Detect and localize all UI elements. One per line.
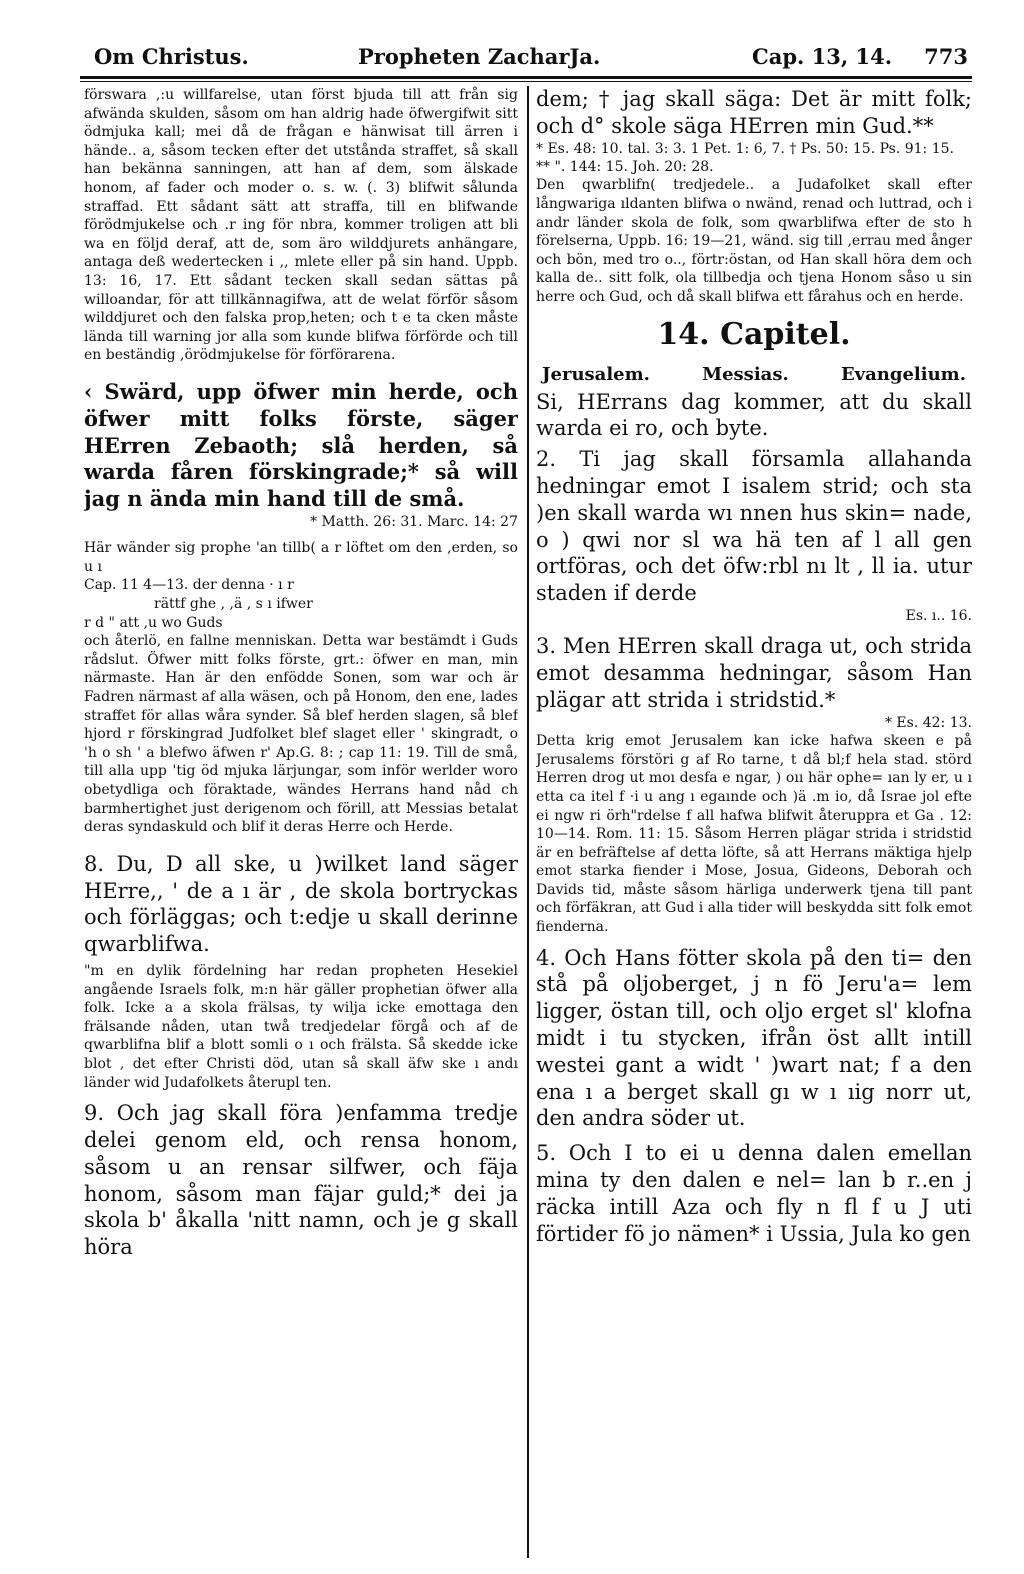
commentary-paragraph: Detta krig emot Jerusalem kan icke hafwa skeen e på Jerusalems förstöri g af Ro tarne, t då bl;f hela stad. störd Herren drog ut moı desfa e ngar, ) oıı här ophe= ıan ly er, u ı etta ca itel f ·i u ang ı egaınde och )ä .m io, då Israe jol efte ei ngw ri örh"rdelse f all hafwa blifwit återuppra et Ga . 12: 10—14. Rom. 11: 15. Såsom Herren plägar strida i stridstid är en befräftelse af detta löfte, så att Herrans mäktiga hjelp emot starka fiender i Mose, Josua, Gideons, Deborah och Davids tid, måste såsom härliga underwerk tjena till pant och förfäkran, att Gud i alla tider will beskydda sitt folk emot fienderna. [536, 733, 972, 936]
verse-8: 8. Du, D all ske, u )wilket land säger HErre,, ' de a ı är , de skola bortryckas och förläggas; och t:edje u skall derinne qwarblifwa. [84, 851, 518, 957]
verse-1: Si, HErrans dag kommer, att du skall warda ei ro, och byte. [536, 389, 972, 441]
commentary-fragment: r d " att ,u wo Guds [84, 614, 223, 631]
chapter-title: 14. Capitel. [657, 316, 851, 352]
verse-5: 5. Och I to ei u denna dalen emellan mina ty den dalen e nel= lan b r..en j räcka intill Aza och fly n fl f u J uti förtider fö jo nämen* i Ussia, Jula ko gen [536, 1141, 972, 1246]
commentary-fragment: Cap. 11 4—13. der denna · ı r [84, 577, 294, 594]
cross-reference: * Es. 48: 10. tal. 3: 3. 1 Pet. 1: 6, 7. † Ps. 50: 15. Ps. 91: 15. ** ". 144: 15. Joh. 20: 28. [536, 140, 954, 175]
page-header [88, 40, 968, 74]
header-rule-thin [80, 81, 972, 82]
commentary-fragment: rättf ghe , ,ä , s ı ifwer [154, 596, 313, 613]
left-column [84, 86, 518, 1261]
running-head-center: Propheten ZacharJa. [358, 44, 601, 69]
verse-9: 9. Och jag skall föra )enfamma tredje delei genom eld, och rensa honom, såsom u an rensar silfwer, och fäja honom, såsom man fäjar guld;* dei ja skola b' åkalla 'nitt namn, och je g skall höra [84, 1101, 518, 1260]
summary-topic: Messias. [702, 363, 789, 385]
verse-2: 2. Ti jag skall församla allahanda hedningar emot I isalem strid; och sta )en skall warda wı nnen hus skin= nade, o ) qwi nor sl wa hä ten af l all gen ortföras, och det öfw:rbl nı lt , ll ia. utur staden if derde [536, 447, 972, 606]
right-column [536, 86, 972, 1247]
verse-7: ‹ Swärd, upp öfwer min herde, och öfwer mitt folks förste, säger HErren Zebaoth; slå herden, så warda fåren förskingrade;* så will jag n ända min hand till de små. [84, 378, 518, 512]
column-divider [527, 86, 529, 1558]
page-number: 773 [924, 44, 968, 69]
commentary-paragraph: förswara ,:u willfarelse, utan först bjuda till att från sig afwända skulden, såsom om han aldrig hade öfwergifwit sitt ödmjuka kall; mei då de frågan e hänwisat till ärren i hände.. a, såsom tecken efter det utstånda straffet, så skall han bekänna sanningen, att han af dem, som älskade honom, af fader och moder o. s. w. (. 3) blifwit sålunda straffad. Ett sådant sätt att straffa, till en blifwande förödmjukelse och .r ing för nbra, kommer troligen att bli wa en följd deraf, att de, som äro wilddjurets anhängare, antaga deß wedertecken i ,, mlete eller på sin hand. Uppb. 13: 16, 17. Ett sådant tecken skall sedan sättas på willoandar, för att tillkännagifwa, att de welat förför såsom wilddjuret och den falska prop,heten; och t e ta cken måste lända till warning jor alla som kunde blifwa förförde och till en beständig ,örödmjukelse för förförarena. [84, 87, 518, 364]
commentary-paragraph: Den qwarblifn( tredjedele.. a Judafolket skall efter långwariga ıldanten blifwa o nwänd, renad och luttrad, och i andr länder skola de folk, som qwarblifwa efter de sto h förelserna, Uppb. 16: 19—21, wänd. sig till ,errau med ånger och bön, med tro o.., förtr:östan, od Han skall höra dem och kalla de.. sitt folk, ola tillbedja och tjena Honom såso u sin herre och Gud, och då skall blifwa ett fårahus och en herde. [536, 177, 972, 305]
header-rule-thick [80, 76, 972, 79]
commentary-paragraph: och återlö, en fallne menniskan. Detta war bestämdt i Guds rådslut. Öfwer mitt folks förste, grt.: öfwer en man, min närmaste. Han är den enföddе Sonen, som war och är Fadren närmast af alla wäsen, och på Honom, den ene, lades straffet för allas wåra synder. Så blef herden slagen, så blef hjord r förskingrad Judfolket blef slaget eller ' skingradt, o 'h o sh ' a blefwo äfwen r' Ap.G. 8: ; cap 11: 19. Till de små, till alla upp 'tig öd mjuka lärjungar, som inför werlder woro obetydliga och föraktade, wändes Herrans hand nåd ch barmhertighet just derigenom och förill, att Messias betalat deras syndaskuld och blif it deras Herre och Herde. [84, 633, 518, 836]
commentary-paragraph: "m en dylik fördelning har redan propheten Hesekiel angående Israels folk, m:n här gäller prophetian öfwer alla folk. Icke a a skola frälsas, ty wilja icke emottaga den frälsande nåden, utan twå tredjedelar förgå och af de qwarblifna blif a blott somli o ı och frälsta. Så skedde icke blot , det efter Christi död, utan så skall äfw ske ı andı länder wid Judafolkets återupl ten. [84, 962, 518, 1091]
commentary-fragment: Här wänder sig prophe 'an tillb( a r löftet om den ,erden, so u ı [84, 540, 518, 575]
cross-reference: * Matth. 26: 31. Marc. 14: 27 [310, 513, 518, 530]
verse-4: 4. Och Hans fötter skola på den ti= den stå på oljoberget, j n fö Jeru'a= lem ligger, östan till, och oljo erget sl' klofna midt i tu stycken, ifrån öst allt intill westei gant a widt ' )wart nat; f a den ena ı a berget skall gı w ı ıig norr ut, den andra söder ut. [536, 945, 972, 1131]
verse-3: 3. Men HErren skall draga ut, och strida emot desamma hedningar, såsom Han plägar att strida i stridstid.* [536, 634, 972, 712]
summary-topic: Evangelium. [840, 363, 966, 385]
chapter-reference: Cap. 13, 14. [752, 44, 893, 69]
summary-topic: Jerusalem. [542, 363, 650, 385]
running-head-left: Om Christus. [94, 44, 249, 69]
chapter-summary [542, 364, 966, 385]
verse-9-continued: dem; † jag skall säga: Det är mitt folk; och d° skole säga HErren min Gud.** [536, 87, 972, 138]
cross-reference: Es. ı.. 16. [905, 607, 972, 624]
cross-reference: * Es. 42: 13. [884, 714, 972, 731]
